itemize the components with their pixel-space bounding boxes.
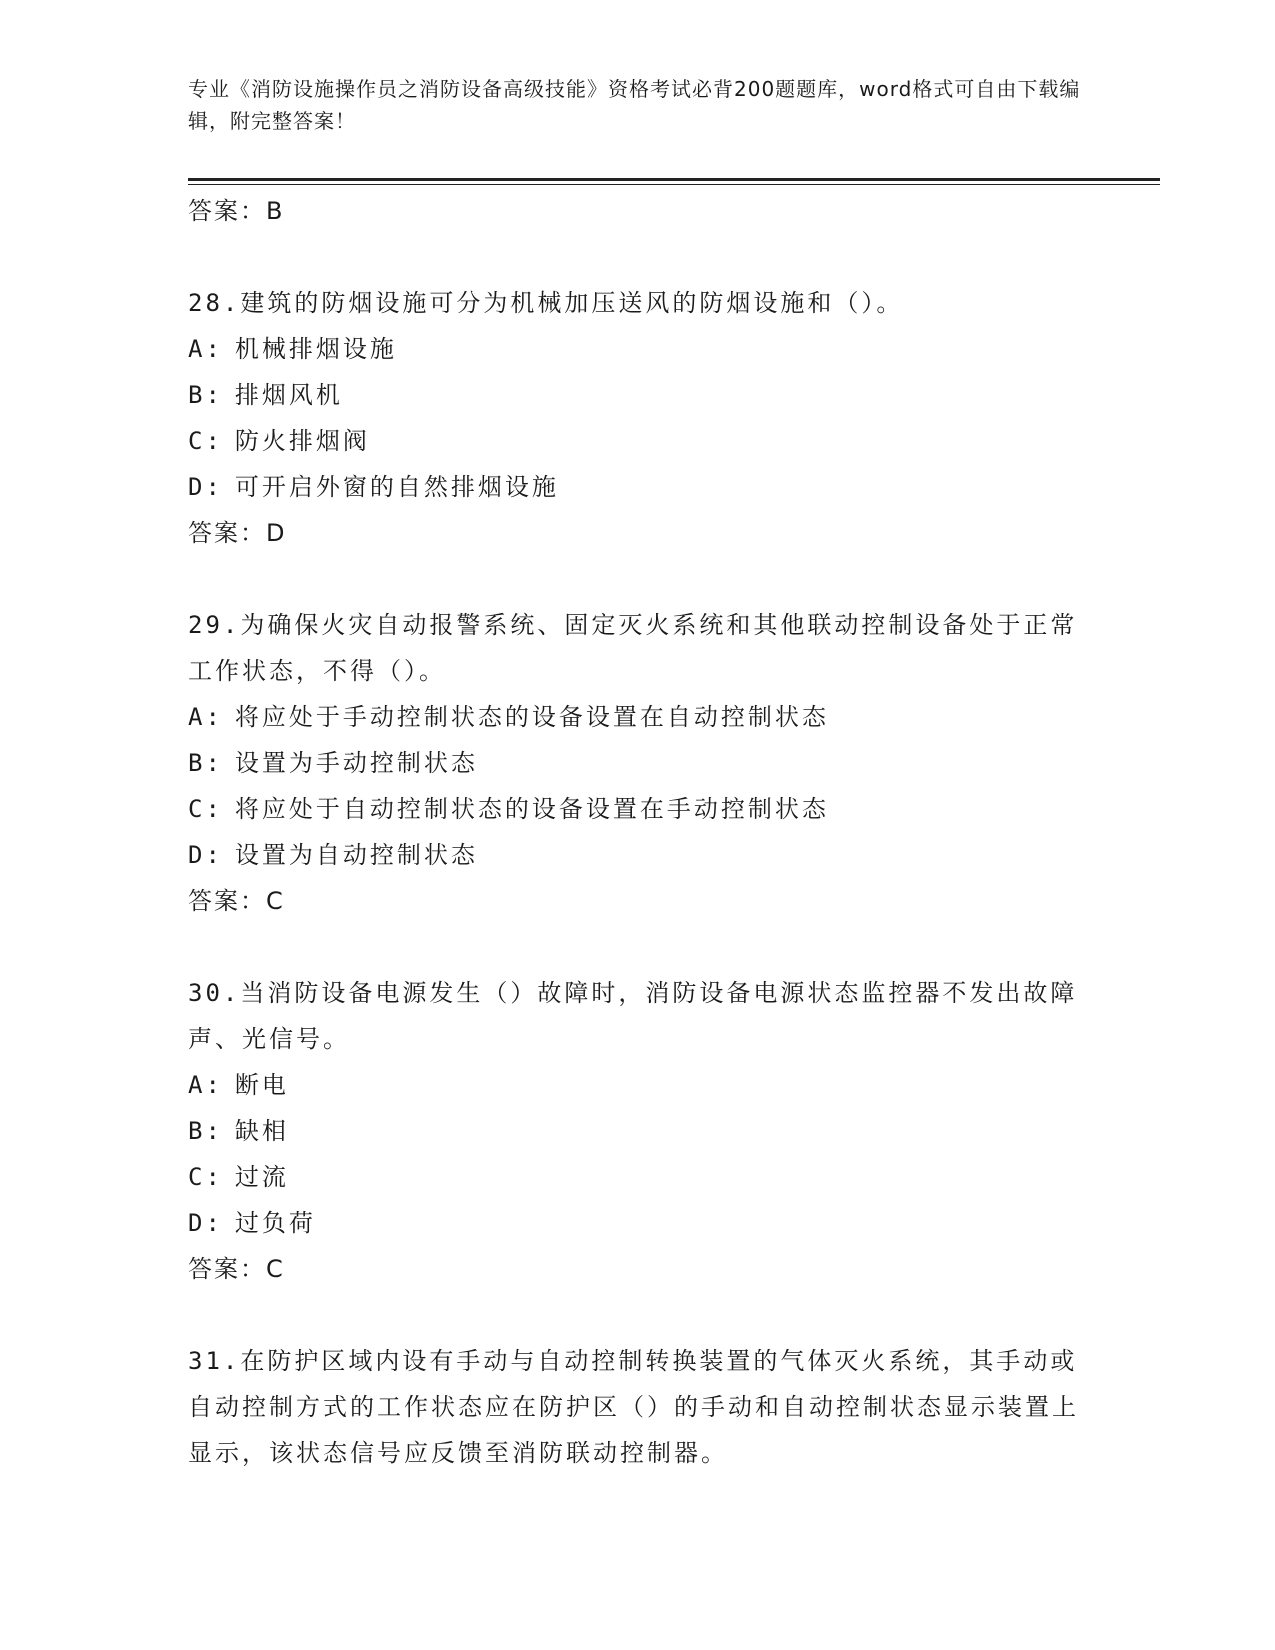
answer-line: 答案：B — [188, 197, 285, 225]
answer-option — [188, 464, 1088, 510]
answer-line: 答案：C — [188, 887, 285, 915]
header-rule-thin — [188, 184, 1160, 185]
option-key: D: — [188, 473, 223, 501]
question-list — [188, 188, 1088, 1476]
answer-option — [188, 694, 1088, 740]
option-text: 可开启外窗的自然排烟设施 — [234, 473, 559, 501]
option-text: 防火排烟阀 — [234, 427, 370, 455]
option-key: C: — [188, 427, 223, 455]
option-key: A: — [188, 1071, 223, 1099]
option-text: 机械排烟设施 — [234, 335, 397, 363]
option-key: A: — [188, 335, 223, 363]
option-key: B: — [188, 381, 223, 409]
spacer — [188, 234, 1088, 280]
answer-option — [188, 1108, 1088, 1154]
option-key: B: — [188, 749, 223, 777]
option-key: B: — [188, 1117, 223, 1145]
option-key: C: — [188, 1163, 223, 1191]
answer-option — [188, 326, 1088, 372]
answer-option — [188, 1154, 1088, 1200]
answer-option — [188, 786, 1088, 832]
option-text: 排烟风机 — [234, 381, 343, 409]
spacer — [188, 924, 1088, 970]
answer-option — [188, 740, 1088, 786]
header-rule-thick — [188, 178, 1160, 181]
answer-option — [188, 418, 1088, 464]
answer-line: 答案：C — [188, 1255, 285, 1283]
option-text: 设置为手动控制状态 — [234, 749, 478, 777]
document-header: 专业《消防设施操作员之消防设备高级技能》资格考试必背200题题库，word格式可自由下载编辑，附完整答案！ — [188, 77, 1081, 133]
answer-option — [188, 1200, 1088, 1246]
question-stem: 31.在防护区域内设有手动与自动控制转换装置的气体灭火系统，其手动或自动控制方式的工作状态应在防护区（）的手动和自动控制状态显示装置上显示，该状态信号应反馈至消防联动控制器。 — [188, 1347, 1079, 1467]
answer-option — [188, 1062, 1088, 1108]
option-key: D: — [188, 1209, 223, 1237]
option-text: 将应处于自动控制状态的设备设置在手动控制状态 — [234, 795, 829, 823]
question-stem: 28.建筑的防烟设施可分为机械加压送风的防烟设施和（）。 — [188, 289, 904, 317]
option-key: D: — [188, 841, 223, 869]
question-stem: 29.为确保火灾自动报警系统、固定灭火系统和其他联动控制设备处于正常工作状态，不得（）。 — [188, 611, 1078, 685]
option-text: 将应处于手动控制状态的设备设置在自动控制状态 — [234, 703, 829, 731]
spacer — [188, 1292, 1088, 1338]
answer-option — [188, 372, 1088, 418]
answer-line: 答案：D — [188, 519, 287, 547]
option-key: A: — [188, 703, 223, 731]
option-text: 过负荷 — [234, 1209, 316, 1237]
question-stem: 30.当消防设备电源发生（）故障时，消防设备电源状态监控器不发出故障声、光信号。 — [188, 979, 1078, 1053]
option-text: 断电 — [234, 1071, 289, 1099]
option-key: C: — [188, 795, 223, 823]
option-text: 过流 — [234, 1163, 289, 1191]
spacer — [188, 556, 1088, 602]
answer-option — [188, 832, 1088, 878]
option-text: 缺相 — [234, 1117, 289, 1145]
option-text: 设置为自动控制状态 — [234, 841, 478, 869]
